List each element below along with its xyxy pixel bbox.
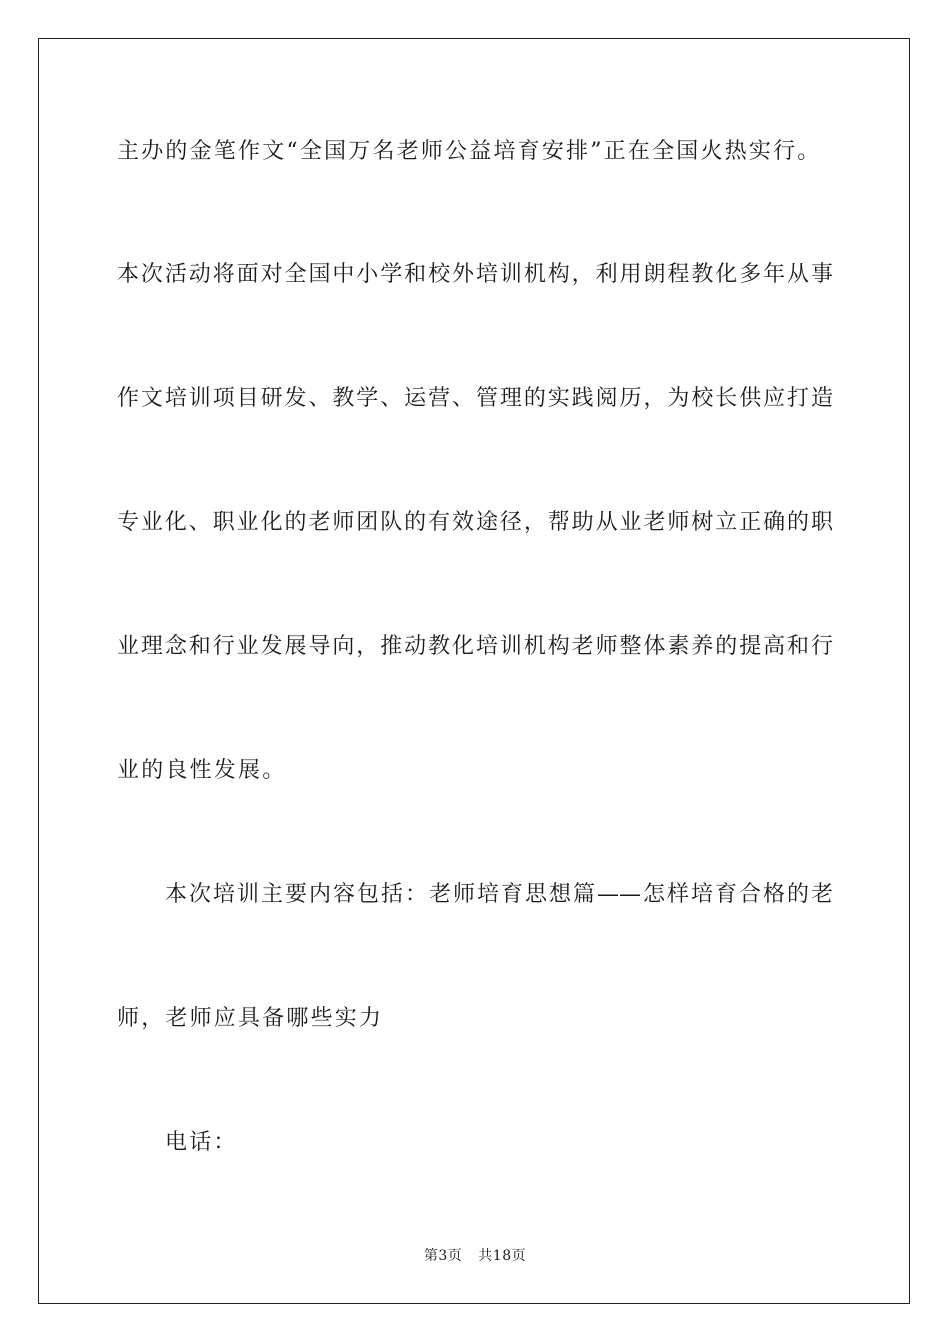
body-text-line-9: 电话： [165, 1130, 238, 1155]
page-number: 第3页 [423, 1248, 463, 1264]
body-text-line-8: 师，老师应具备哪些实力 [117, 1006, 384, 1031]
page-border [38, 38, 910, 1304]
body-text-line-7: 本次培训主要内容包括：老师培育思想篇——怎样培育合格的老 [165, 882, 833, 907]
page-footer [0, 1247, 950, 1265]
body-text-line-3: 作文培训项目研发、教学、运营、管理的实践阅历，为校长供应打造 [117, 386, 833, 411]
body-text-line-5: 业理念和行业发展导向，推动教化培训机构老师整体素养的提高和行 [117, 634, 833, 659]
body-text-line-1: 主办的金笔作文“全国万名老师公益培育安排”正在全国火热实行。 [117, 139, 822, 164]
page-total: 共18页 [478, 1248, 527, 1264]
body-text-line-2: 本次活动将面对全国中小学和校外培训机构，利用朗程教化多年从事 [117, 262, 833, 287]
body-text-line-6: 业的良性发展。 [117, 758, 287, 783]
body-text-line-4: 专业化、职业化的老师团队的有效途径，帮助从业老师树立正确的职 [117, 510, 833, 535]
